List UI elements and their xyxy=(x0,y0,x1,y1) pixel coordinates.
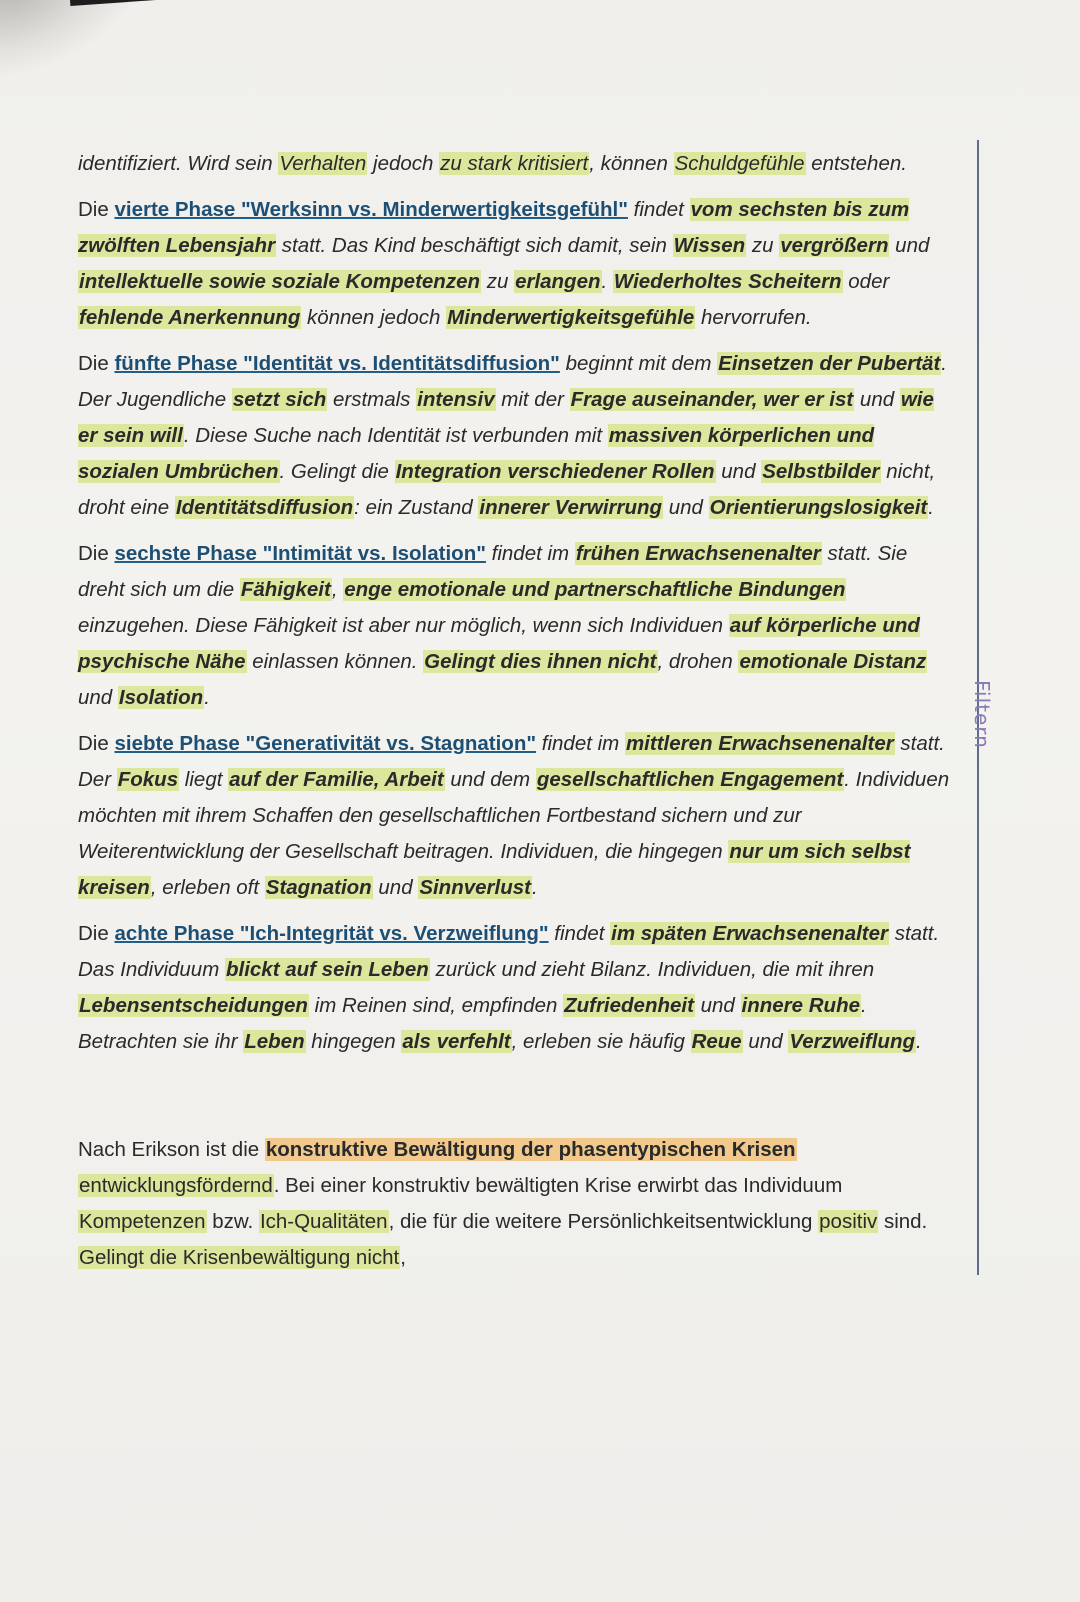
highlight-orange: konstruktive Bewältigung der phasentypischen Krisen xyxy=(265,1138,796,1161)
highlight: auf körperliche und psychische Nähe xyxy=(78,614,920,673)
highlight: innere Ruhe xyxy=(741,994,860,1017)
highlight: massiven körperlichen und sozialen Umbrüchen xyxy=(78,424,875,483)
highlight: setzt sich xyxy=(232,388,327,411)
highlight: blickt auf sein Leben xyxy=(225,958,429,981)
highlight: Gelingt dies ihnen nicht xyxy=(424,650,657,673)
highlight: Identitätsdiffusion xyxy=(175,496,354,519)
highlight: positiv xyxy=(819,1210,878,1233)
highlight: Minderwertigkeitsgefühle xyxy=(447,306,695,329)
highlight: Verhalten xyxy=(279,152,367,175)
highlight: als verfehlt xyxy=(402,1030,511,1053)
highlight: Sinnverlust xyxy=(419,876,531,899)
highlight: Stagnation xyxy=(265,876,372,899)
highlight: im späten Erwachsenenalter xyxy=(611,922,889,945)
highlight: zu stark kritisiert xyxy=(440,152,589,175)
highlight: Zufriedenheit xyxy=(564,994,694,1017)
highlight: emotionale Distanz xyxy=(739,650,927,673)
highlight: Orientierungslosigkeit xyxy=(709,496,928,519)
highlight: Fähigkeit xyxy=(240,578,331,601)
highlight: nur um sich selbst kreisen xyxy=(78,840,911,899)
highlight: Wiederholtes Scheitern xyxy=(613,270,842,293)
highlight: innerer Verwirrung xyxy=(479,496,663,519)
highlight: intensiv xyxy=(417,388,495,411)
highlight: intellektuelle sowie soziale Kompetenzen xyxy=(79,270,481,293)
highlight: Frage auseinander, wer er ist xyxy=(570,388,854,411)
highlight: Kompetenzen xyxy=(79,1210,206,1233)
highlight: Ich-Qualitäten xyxy=(259,1210,388,1233)
page-corner-shadow xyxy=(0,0,174,88)
paragraph-phase-5: Die fünfte Phase "Identität vs. Identitätsdiffusion" beginnt mit dem Einsetzen der Pubertät. Der Jugendliche setzt sich erstmals intensiv mit der Frage auseinander, wer er ist und wie er sein will. Diese Suche nach Identität ist verbunden mit massiven körperlichen und sozialen Umbrüchen. Gelingt die Integration verschiedener Rollen und Selbstbilder nicht, droht eine Identitätsdiffusion: ein Zustand innerer Verwirrung und Orientierungslosigkeit. xyxy=(78,352,947,519)
paragraph-phase-4: Die vierte Phase "Werksinn vs. Minderwertigkeitsgefühl" findet vom sechsten bis zum zwölften Lebensjahr statt. Das Kind beschäftigt sich damit, sein Wissen zu vergrößern und intellektuelle sowie soziale Kompetenzen zu erlangen. Wiederholtes Scheitern oder fehlende Anerkennung können jedoch Minderwertigkeitsgefühle hervorrufen. xyxy=(78,198,930,329)
highlight: frühen Erwachsenenalter xyxy=(575,542,821,565)
paragraph-phase-7: Die siebte Phase "Generativität vs. Stagnation" findet im mittleren Erwachsenenalter statt. Der Fokus liegt auf der Familie, Arbeit und dem gesellschaftlichen Engagement. Individuen möchten mit ihrem Schaffen den gesellschaftlichen Fortbestand sichern und zur Weiterentwicklung der Gesellschaft beitragen. Individuen, die hingegen nur um sich selbst kreisen, erleben oft Stagnation und Sinnverlust. xyxy=(78,732,950,899)
phase-heading: fünfte Phase "Identität vs. Identitätsdiffusion" xyxy=(114,352,560,375)
phase-heading: vierte Phase "Werksinn vs. Minderwertigkeitsgefühl" xyxy=(114,198,628,221)
highlight: vergrößern xyxy=(780,234,889,257)
highlight: mittleren Erwachsenenalter xyxy=(625,732,894,755)
highlight: enge emotionale und partnerschaftliche Bindungen xyxy=(344,578,846,601)
paragraph-conclusion: Nach Erikson ist die konstruktive Bewältigung der phasentypischen Krisen entwicklungsfördernd. Bei einer konstruktiv bewältigten Krise erwirbt das Individuum Kompetenzen bzw. Ich-Qualitäten, die für die weitere Persönlichkeitsentwicklung positiv sind. Gelingt die Krisenbewältigung nicht, xyxy=(78,1138,928,1269)
highlight: auf der Familie, Arbeit xyxy=(229,768,444,791)
highlight: Leben xyxy=(244,1030,305,1053)
highlight: wie er sein will xyxy=(78,388,934,447)
highlight: vom sechsten bis zum zwölften Lebensjahr xyxy=(78,198,910,257)
highlight: Selbstbilder xyxy=(762,460,880,483)
paragraph-phase-8: Die achte Phase "Ich-Integrität vs. Verzweiflung" findet im späten Erwachsenenalter statt. Das Individuum blickt auf sein Leben zurück und zieht Bilanz. Individuen, die mit ihren Lebensentscheidungen im Reinen sind, empfinden Zufriedenheit und innere Ruhe. Betrachten sie ihr Leben hingegen als verfehlt, erleben sie häufig Reue und Verzweiflung. xyxy=(78,922,940,1053)
highlight: Lebensentscheidungen xyxy=(79,994,308,1017)
highlight: erlangen xyxy=(515,270,601,293)
phase-heading: sechste Phase "Intimität vs. Isolation" xyxy=(114,542,486,565)
highlight: Verzweiflung xyxy=(789,1030,915,1053)
phase-heading: siebte Phase "Generativität vs. Stagnation" xyxy=(114,732,537,755)
paragraph-intro: identifiziert. Wird sein Verhalten jedoch zu stark kritisiert, können Schuldgefühle entstehen. xyxy=(78,152,907,175)
margin-note: Filtern xyxy=(970,680,994,749)
highlight: Gelingt die Krisenbewältigung nicht xyxy=(79,1246,400,1269)
highlight: Schuldgefühle xyxy=(674,152,805,175)
highlight: Isolation xyxy=(118,686,204,709)
highlight: Wissen xyxy=(673,234,746,257)
highlight: fehlende Anerkennung xyxy=(79,306,301,329)
highlight: gesellschaftlichen Engagement xyxy=(536,768,844,791)
document-body xyxy=(78,146,958,1286)
highlight: Einsetzen der Pubertät xyxy=(718,352,941,375)
highlight: Reue xyxy=(691,1030,742,1053)
highlight: Fokus xyxy=(117,768,179,791)
paragraph-phase-6: Die sechste Phase "Intimität vs. Isolation" findet im frühen Erwachsenenalter statt. Sie dreht sich um die Fähigkeit, enge emotionale und partnerschaftliche Bindungen einzugehen. Diese Fähigkeit ist aber nur möglich, wenn sich Individuen auf körperliche und psychische Nähe einlassen können. Gelingt dies ihnen nicht, drohen emotionale Distanz und Isolation. xyxy=(78,542,927,709)
highlight: Integration verschiedener Rollen xyxy=(395,460,715,483)
phase-heading: achte Phase "Ich-Integrität vs. Verzweiflung" xyxy=(114,922,549,945)
highlight: entwicklungsfördernd xyxy=(79,1174,273,1197)
